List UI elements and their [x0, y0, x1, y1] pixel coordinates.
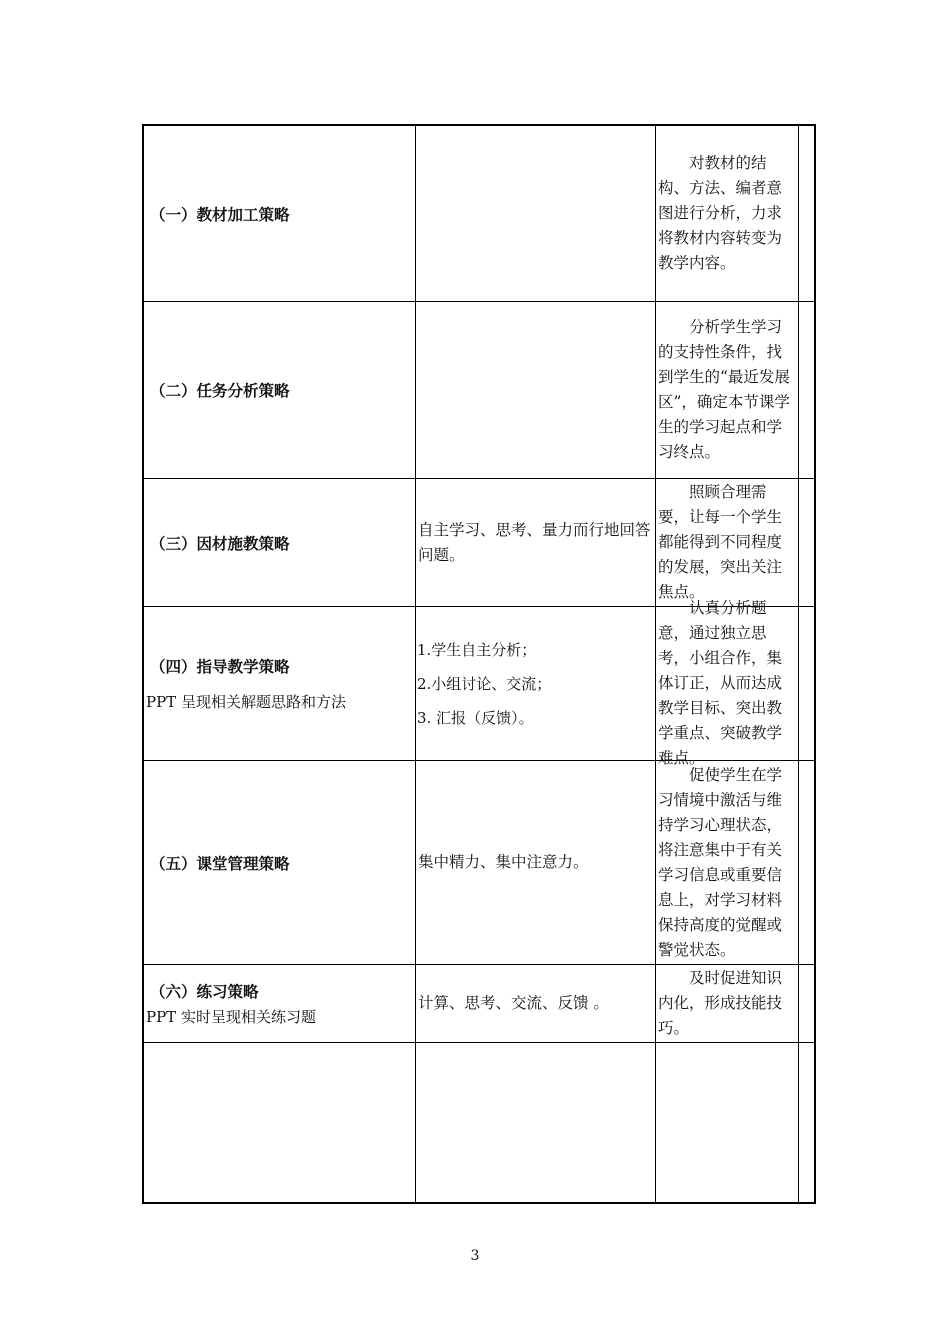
strategy-cell [144, 302, 416, 478]
purpose-text: 促使学生在学习情境中激活与维持学习心理状态，将注意集中于有关学习信息或重要信息上，对学习材料保持高度的觉醒或警觉状态。 [658, 765, 783, 959]
table-row [144, 302, 814, 479]
strategy-title: （三）因材施教策略 [150, 533, 290, 553]
method-step: 3. 汇报（反馈）。 [417, 708, 534, 727]
method-text: 集中精力、集中注意力。 [418, 853, 589, 871]
table-row [144, 479, 814, 607]
extra-cell [799, 761, 816, 964]
strategy-note: PPT 呈现相关解题思路和方法 [146, 693, 346, 711]
purpose-cell [656, 599, 799, 767]
table-row [144, 1043, 814, 1202]
extra-cell [799, 965, 816, 1042]
method-cell [416, 761, 656, 964]
extra-cell [799, 302, 816, 478]
strategy-cell [144, 126, 416, 301]
strategy-table [142, 124, 816, 1204]
method-text: 自主学习、思考、量力而行地回答问题。 [418, 520, 651, 564]
method-cell [416, 607, 656, 760]
method-cell [416, 302, 656, 478]
strategy-cell [144, 965, 416, 1042]
strategy-title: （二）任务分析策略 [150, 381, 290, 400]
purpose-cell [656, 126, 799, 301]
strategy-title: （四）指导教学策略 [150, 657, 290, 676]
strategy-cell [144, 607, 416, 760]
method-cell [416, 1043, 656, 1202]
strategy-cell [144, 1043, 416, 1202]
table-row [144, 965, 814, 1043]
extra-cell [799, 479, 816, 606]
purpose-text: 分析学生学习的支持性条件，找到学生的“最近发展区”，确定本节课学生的学习起点和学习终点。 [658, 318, 790, 461]
table-row [144, 761, 814, 965]
strategy-cell [144, 761, 416, 964]
strategy-title: （五）课堂管理策略 [150, 853, 290, 873]
strategy-title: （一）教材加工策略 [150, 204, 290, 224]
purpose-text: 照顾合理需要，让每一个学生都能得到不同程度的发展，突出关注焦点。 [658, 483, 783, 601]
method-cell [416, 126, 656, 301]
extra-cell [799, 1043, 816, 1202]
purpose-text: 认真分析题意，通过独立思考，小组合作，集体订正，从而达成教学目标、突出教学重点、突破教学难点。 [658, 599, 783, 767]
extra-cell [799, 126, 816, 301]
purpose-cell [656, 479, 799, 606]
method-cell [416, 479, 656, 606]
purpose-cell [656, 761, 799, 964]
page-number: 3 [470, 1248, 480, 1264]
strategy-title: （六）练习策略 [150, 982, 259, 1001]
method-cell [416, 965, 656, 1042]
table-row [144, 599, 814, 767]
method-text: 计算、思考、交流、反馈 。 [418, 994, 609, 1012]
purpose-cell [656, 965, 799, 1042]
purpose-text: 及时促进知识内化，形成技能技巧。 [658, 969, 783, 1037]
extra-cell [799, 607, 816, 760]
purpose-cell [656, 302, 799, 478]
method-step: 2.小组讨论、交流； [417, 674, 552, 693]
table-row [144, 126, 814, 302]
purpose-cell [656, 1043, 799, 1202]
strategy-cell [144, 479, 416, 606]
purpose-text: 对教材的结构、方法、编者意图进行分析，力求将教材内容转变为教学内容。 [658, 154, 783, 272]
strategy-note: PPT 实时呈现相关练习题 [146, 1008, 316, 1026]
method-step: 1.学生自主分析； [417, 640, 537, 659]
